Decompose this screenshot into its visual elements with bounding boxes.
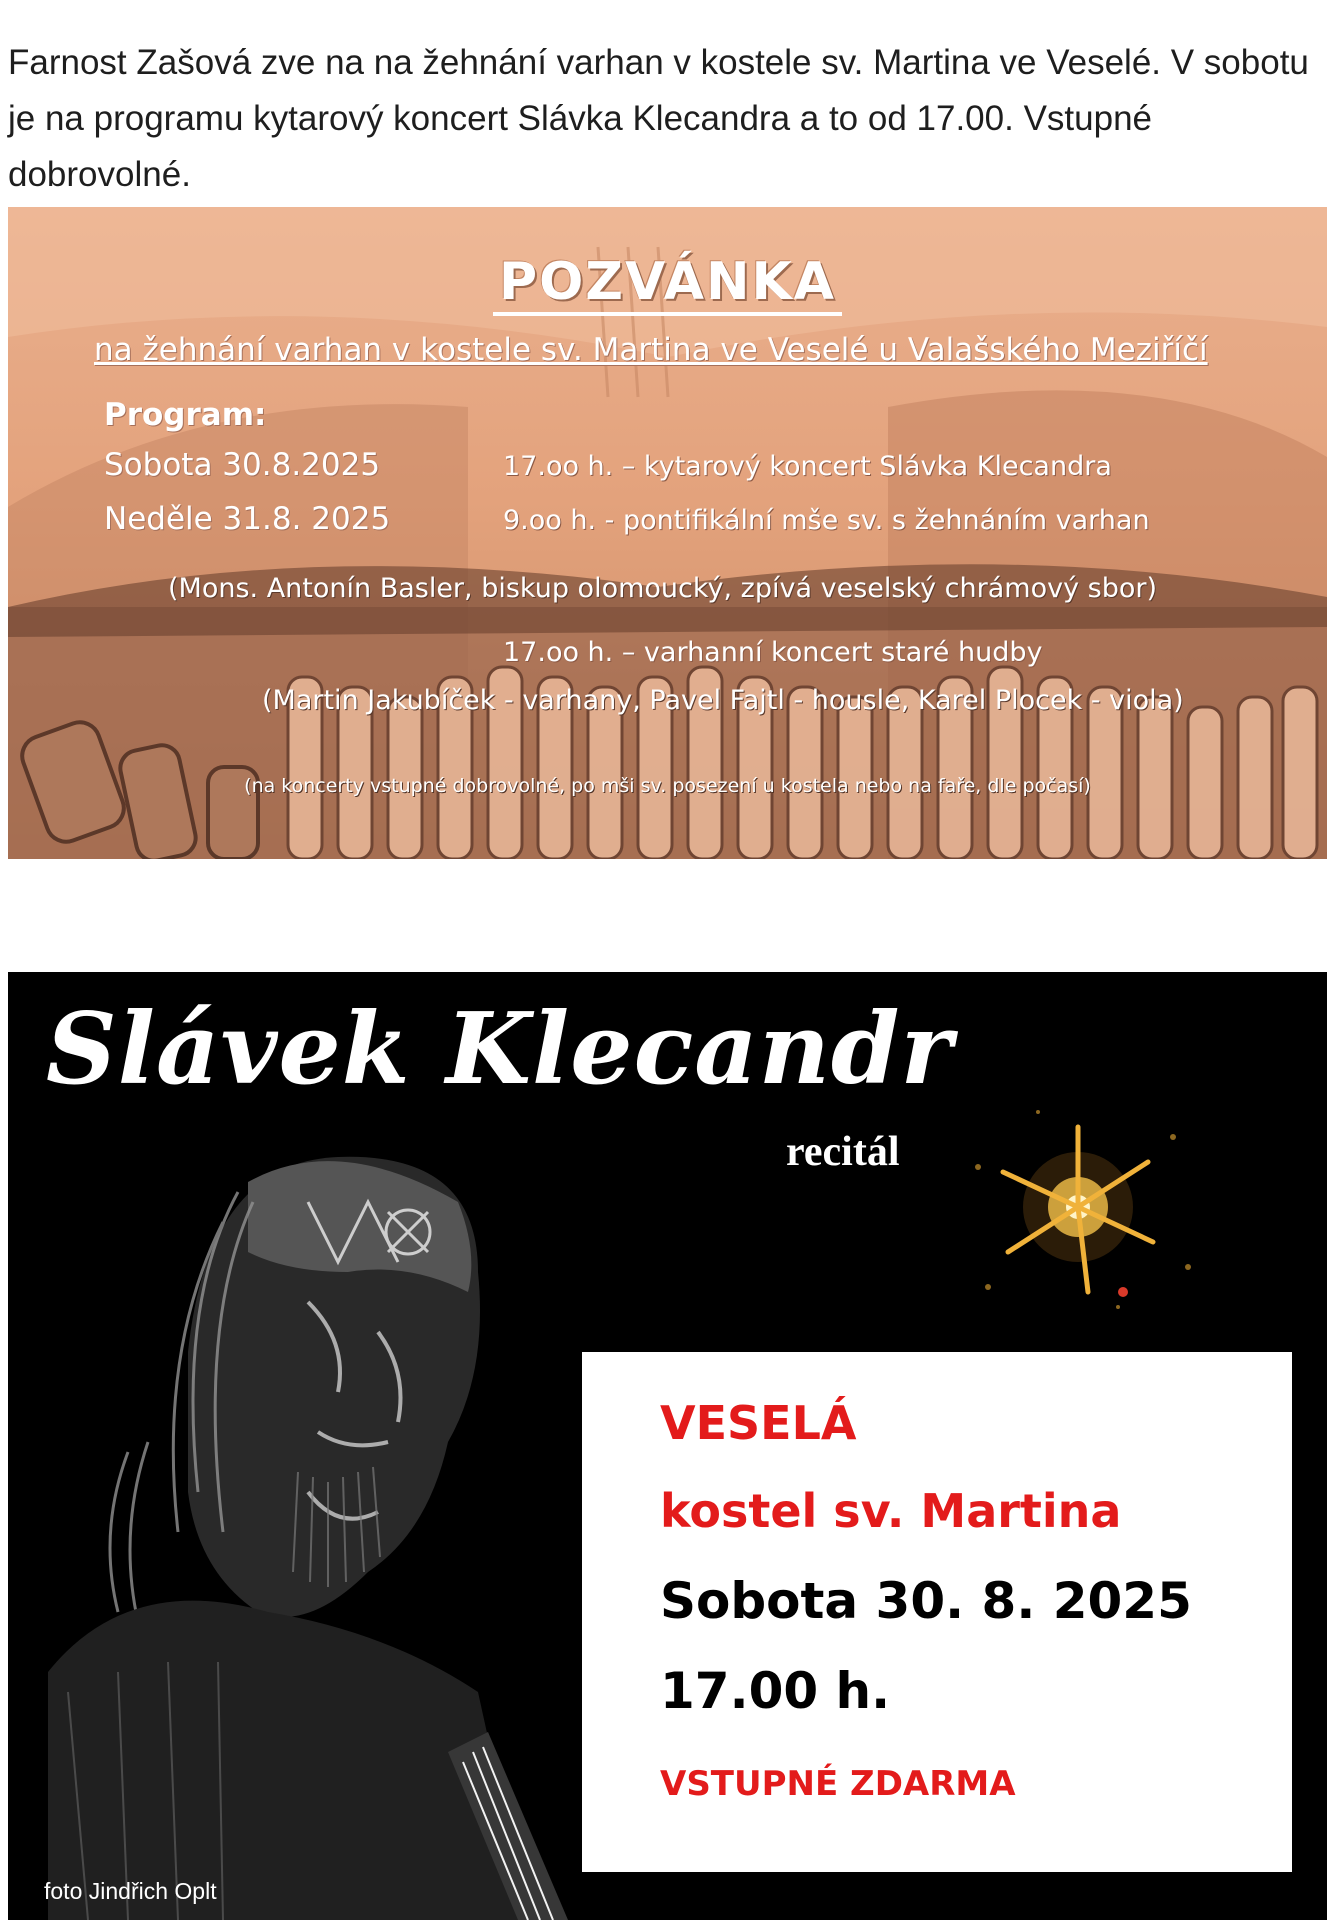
intro-paragraph: Farnost Zašová zve na na žehnání varhan v kostele sv. Martina ve Veselé. V sobotu je na programu kytarový koncert Slávka Klecandra a to od 17.00. Vstupné dobrovolné. <box>8 43 1309 194</box>
invitation-subtitle: na žehnání varhan v kostele sv. Martina ve Veselé u Valašského Meziříčí <box>94 332 1208 368</box>
recital-subtitle: recitál <box>786 1129 900 1175</box>
event-date: Sobota 30. 8. 2025 <box>660 1572 1192 1630</box>
event-place: VESELÁ <box>660 1396 857 1450</box>
event-time: 17.00 h. <box>660 1662 891 1720</box>
program-day-saturday: Sobota 30.8.2025 <box>104 447 381 483</box>
photo-credit: foto Jindřich Oplt <box>44 1878 217 1904</box>
program-event-organ-concert: 17.oo h. – varhanní koncert staré hudby <box>503 637 1043 668</box>
performer-name: Slávek Klecandr <box>46 992 954 1107</box>
event-info-box <box>582 1352 1292 1872</box>
invitation-flyer <box>8 207 1327 859</box>
invitation-title: POZVÁNKA <box>8 252 1327 312</box>
program-day-sunday: Neděle 31.8. 2025 <box>104 501 391 537</box>
recital-poster <box>8 972 1327 1920</box>
invitation-footnote: (na koncerty vstupné dobrovolné, po mši sv. posezení u kostela nebo na faře, dle počasí) <box>244 775 1091 797</box>
event-admission: VSTUPNÉ ZDARMA <box>660 1764 1016 1804</box>
program-event-guitar-concert: 17.oo h. – kytarový koncert Slávka Klecandra <box>503 451 1112 482</box>
program-event-pontifical-mass: 9.oo h. - pontifikální mše sv. s žehnáním varhan <box>503 505 1150 536</box>
program-note-mass: (Mons. Antonín Basler, biskup olomoucký, zpívá veselský chrámový sbor) <box>168 573 1157 604</box>
event-venue: kostel sv. Martina <box>660 1484 1122 1538</box>
program-label: Program: <box>104 397 267 433</box>
program-note-organ-concert: (Martin Jakubíček - varhany, Pavel Fajtl - housle, Karel Plocek - viola) <box>262 685 1184 716</box>
sparkle-graphic <box>975 1110 1191 1309</box>
